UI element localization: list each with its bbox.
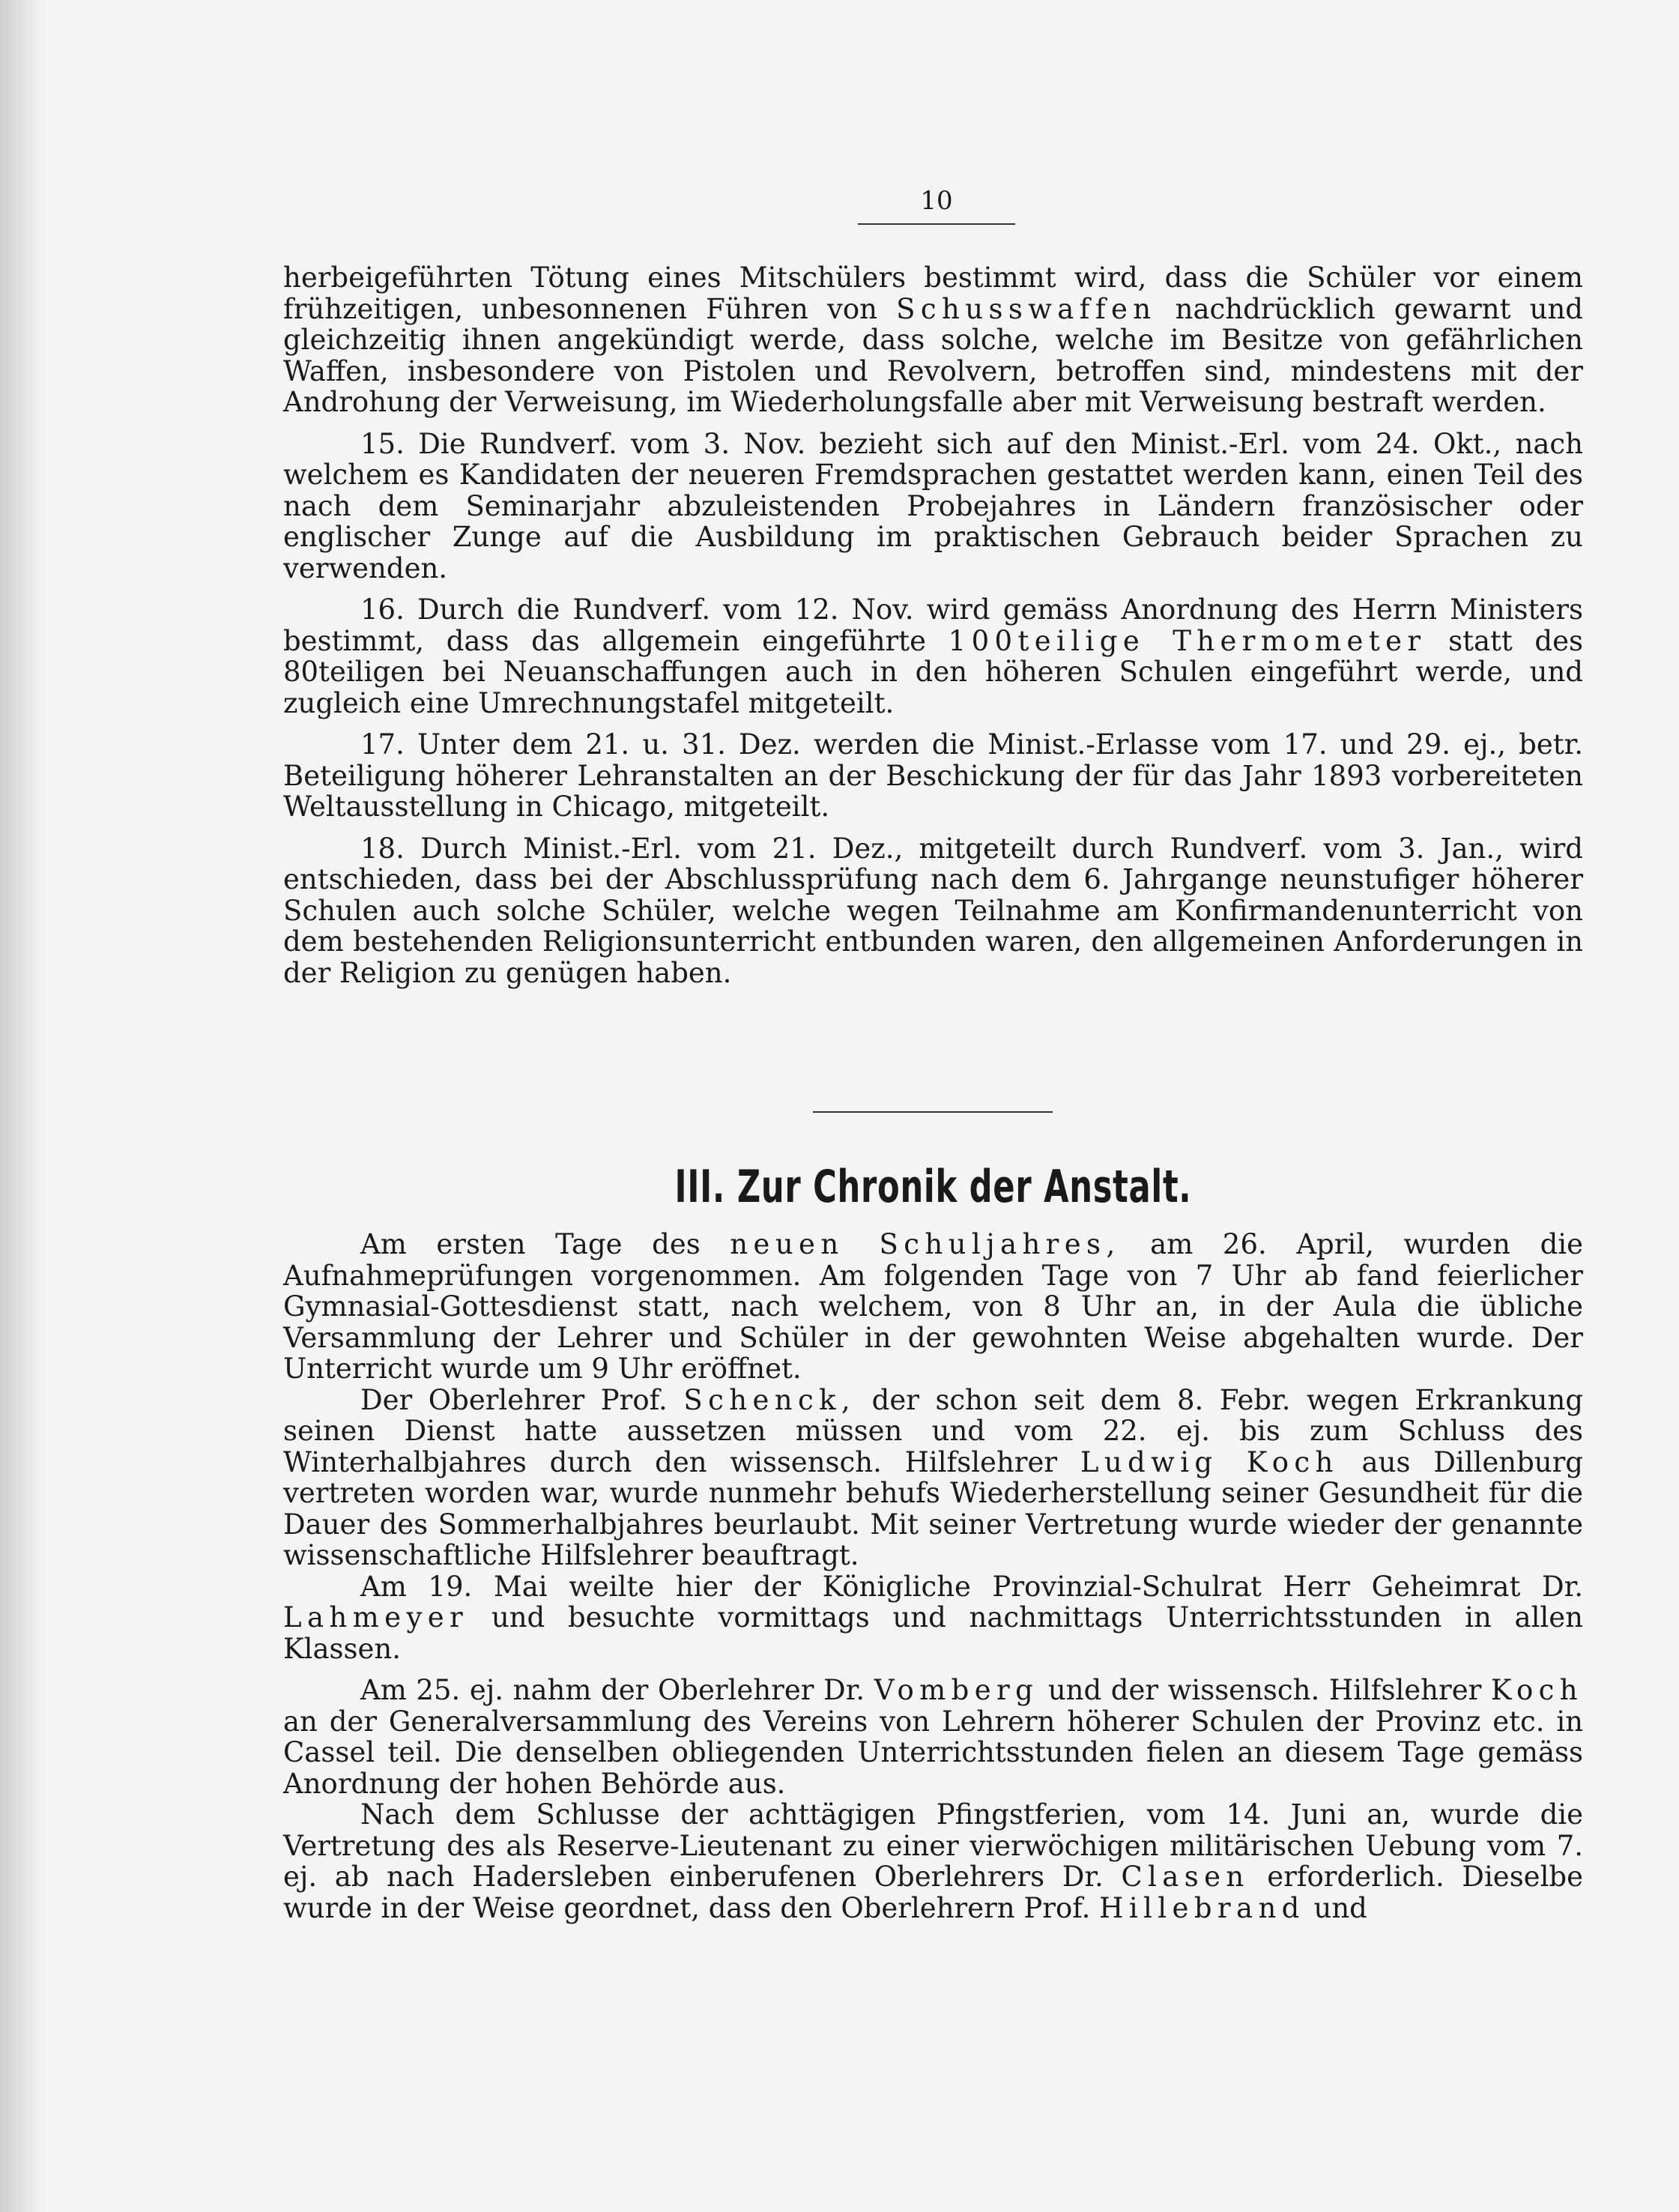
chronik-p1-emphasis: neuen Schuljahres, [730,1228,1121,1260]
chronik-p5-end: und [1304,1891,1367,1924]
paragraph-18: 18. Durch Minist.-Erl. vom 21. Dez., mitgeteilt durch Rundverf. vom 3. Jan., wird entschieden, dass bei der Abschlussprüfung nach dem 6. Jahrgange neunstufiger höherer Schulen auch solche Schüler, welche wegen Teilnahme am Konfirmandenunterricht von dem bestehenden Religionsunterricht entbunden waren, den allgemeinen Anforderungen in der Religion zu genügen haben. [283,832,1583,989]
paragraph-16 [283,594,1583,719]
name-hillebrand: Hillebrand [1099,1891,1305,1924]
chronik-p5-start: Nach dem Schlusse der achttägigen Pfingstferien, vom 14. Juni an, wurde die Vertretung des als Reserve-Lieutenant zu einer vierwöchigen militärischen Uebung vom 7. ej. ab nach Hadersleben einberufenen Oberlehrers Dr. [283,1798,1583,1893]
page-number-rule [858,223,1015,225]
name-ludwig-koch: Ludwig Koch [1080,1445,1339,1478]
chronik-p2-end: aus Dillenburg vertreten worden war, wurde nunmehr behufs Wiederherstellung seiner Gesundheit für die Dauer des Sommerhalbjahres beurlaubt. Mit seiner Vertretung wurde wieder der genannte wissenschaftliche Hilfslehrer beauftragt. [283,1445,1583,1571]
intro-text-start: herbeigeführten Tötung eines Mitschülers bestimmt wird, dass die Schüler vor einem frühzeitigen, unbesonnenen Führen von [283,262,1583,325]
chronik-paragraph-2 [283,1385,1583,1571]
paragraph-17: 17. Unter dem 21. u. 31. Dez. werden die Minist.-Erlasse vom 17. und 29. ej., betr. Beteiligung höherer Lehranstalten an der Beschickung der für das Jahr 1893 vorbereiteten Weltausstellung in Chicago, mitgeteilt. [283,728,1583,823]
name-lahmeyer: Lahmeyer [283,1601,469,1634]
chronik-p4-end: an der Generalversammlung des Vereins von Lehrern höherer Schulen der Provinz etc. in Cassel teil. Die denselben obliegenden Unterrichtsstunden fielen an diesem Tage gemäss Anordnung der hohen Behörde aus. [283,1705,1583,1800]
chronik-p3-start: Am 19. Mai weilte hier der Königliche Provinzial-Schulrat Herr Geheimrat Dr. [360,1570,1583,1603]
section-decrees [283,262,1583,988]
chronik-p4-start: Am 25. ej. nahm der Oberlehrer Dr. [360,1674,874,1706]
chronik-p1-end: am 26. April, wurden die Aufnahmeprüfungen vorgenommen. Am folgenden Tage von 7 Uhr ab fand feierlicher Gymnasial-Gottesdienst statt, nach welchem, von 8 Uhr an, in der Aula die übliche Versammlung der Lehrer und Schüler in der gewohnten Weise abgehalten wurde. Der Unterricht wurde um 9 Uhr eröffnet. [283,1228,1583,1385]
chronik-paragraph-4 [283,1675,1583,1799]
chronik-p2-mid: der schon seit dem 8. Febr. wegen Erkrankung seinen Dienst hatte aussetzen müssen und vom 22. ej. bis zum Schluss des Winterhalbjahres durch den wissensch. Hilfslehrer [283,1383,1584,1478]
page-spine-shadow [0,0,45,2212]
chronik-p2-start: Der Oberlehrer Prof. [360,1383,684,1416]
chronik-paragraph-5 [283,1799,1583,1924]
chronik-p3-end: und besuchte vormittags und nachmittags Unterrichtsstunden in allen Klassen. [283,1601,1583,1665]
name-koch: Koch [1490,1674,1583,1706]
chronik-p1-start: Am ersten Tage des [360,1228,730,1260]
section-chronik [283,1229,1583,1924]
paragraph-intro [283,262,1583,418]
name-clasen: Clasen [1121,1861,1250,1893]
section-divider [813,1111,1053,1113]
chronik-paragraph-3 [283,1571,1583,1665]
intro-emphasis-schusswaffen: Schusswaffen [896,292,1157,325]
chronik-p5-mid: erforderlich. Dieselbe wurde in der Weise geordnet, dass den Oberlehrern Prof. [283,1861,1583,1924]
intro-text-end: nachdrücklich gewarnt und gleichzeitig ihnen angekündigt werde, dass solche, welche im Besitze von gefährlichen Waffen, insbesondere von Pistolen und Revolvern, betroffen sind, mindestens mit der Androhung der Verweisung, im Wiederholungsfalle aber mit Verweisung bestraft werden. [283,292,1583,418]
p16-emphasis-thermometer: 100teilige Thermometer [948,624,1427,657]
p16-text-end: statt des 80teiligen bei Neuanschaffungen auch in den höheren Schulen eingeführt werde, und zugleich eine Umrechnungstafel mitgeteilt. [283,624,1584,719]
chronik-paragraph-1 [283,1229,1583,1385]
paragraph-15: 15. Die Rundverf. vom 3. Nov. bezieht sich auf den Minist.-Erl. vom 24. Okt., nach welchem es Kandidaten der neueren Fremdsprachen gestattet werden kann, einen Teil des nach dem Seminarjahr abzuleistenden Probejahres in Ländern französischer oder englischer Zunge auf die Ausbildung im praktischen Gebrauch beider Sprachen zu verwenden. [283,427,1583,584]
chronik-p4-mid: und der wissensch. Hilfslehrer [1038,1674,1491,1706]
name-vomberg: Vomberg [874,1674,1039,1706]
page-number: 10 [920,186,953,216]
section-heading-chronik: III. Zur Chronik der Anstalt. [674,1161,1192,1213]
name-schenck: Schenck, [683,1383,856,1416]
p16-text-start: 16. Durch die Rundverf. vom 12. Nov. wird gemäss Anordnung des Herrn Ministers bestimmt, dass das allgemein eingeführte [283,593,1583,657]
